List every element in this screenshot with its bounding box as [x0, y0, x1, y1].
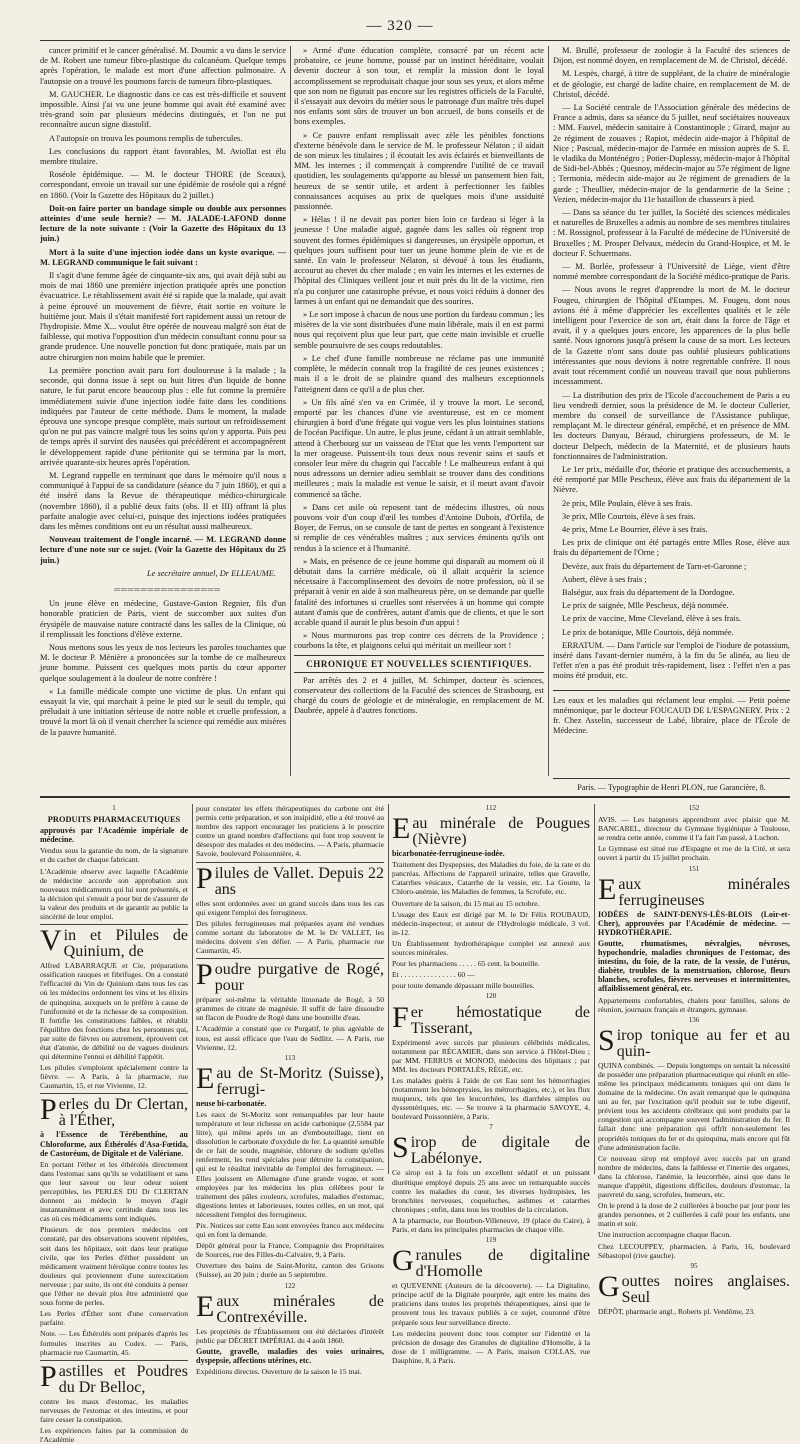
ad-subtitle: neuse bi-carbonatée. [196, 1098, 267, 1108]
paragraph: QUINA combinés. — Depuis longtemps on sentait la nécessité de posséder une préparation pharmaceutique qui réunît en elle-même les principaux médicaments toniques qui ont dans le domaine de la médecine. On avait remarqué que le quinquina uni au fer, par l'excitation qu'il produit sur le tube digestif, prévient tous les accidents cérébraux qui sont produits par la congestion qui accompagne souvent l'administration du fer. Il fallait donc une préparation qui offrît non-seulement les propriétés toniques du fer et du quinquina, mais encore qui fût d'une administration facile. [598, 1060, 790, 1152]
paragraph: L'Académie a constaté que ce Purgatif, le plus agréable de tous, est aussi efficace que l'eau de Sedlitz. — A Paris, rue Vivienne, 12. [196, 1024, 384, 1052]
paragraph: Les pilules s'emploient spécialement contre la fièvre. — A Paris, à la pharmacie, rue Caumartin, 15, et rue Vivienne, 12. [40, 1063, 188, 1091]
ad-subtitle: bicarbonatée-ferrugineuse-iodée. [392, 849, 505, 859]
drop-cap: P [196, 958, 213, 992]
ad-title-text: irop tonique au fer et au quin- [616, 1026, 790, 1060]
paragraph: » Le chef d'une famille nombreuse ne réclame pas une immunité complète, le médecin connaît trop la fragilité de ces jeunes existences ; mais il a le droit de se plaindre quand des malheurs exceptionnels l'atteignent dans ce qu'il a de plus cher. [294, 353, 544, 394]
ad-title-text: au minérale de Pougues (Nièvre) [412, 815, 590, 849]
paragraph: » Ce pauvre enfant remplissait avec zèle les pénibles fonctions d'externe bénévole dans le service de M. le professeur Nélaton ; il aidait de son mieux les titulaires ; il écoutait les avis éclairés et bienveillants de MM. les internes ; il commençait à comprendre l'utilité de ce travail quotidien, les soulagements qu'apporte au blessé un pansement bien fait, heureux de se sentir utile, et ardent à perfectionner les faibles connaissances acquises au prix de quelques mois d'une assiduité passionnée. [294, 130, 544, 212]
paragraph: cancer primitif et le cancer généralisé. M. Doumic a vu dans le service de M. Robert une tumeur fibro-plastique du calcanéum. Quelque temps après l'opération, le malade est mort d'une affection pulmonaire. A l'autopsie on a trouvé les poumons farcis de tumeurs fibro-plastiques. [40, 46, 286, 86]
ad-separator [196, 862, 384, 863]
ad-title-text: ranules de digitaline d'Homolle [415, 1247, 590, 1281]
drop-cap: V [40, 924, 62, 958]
paragraph: Roséole épidémique. — M. le docteur THORE (de Sceaux), correspondant, envoie un travail sur une épidémie de roséole qui a régné en 1860. (Voir la Gazette des Hôpitaux du 2 juillet.) [40, 170, 286, 200]
paragraph: Dépôt général pour la France, Compagnie des Propriétaires de Sources, rue des Filles-du-Calvaire, 9, à Paris. [196, 1241, 384, 1260]
ad-title-text: aux minérales ferrugineuses [618, 875, 790, 909]
paragraph: L'Académie observe avec laquelle l'Académie de médecine accorde son approbation aux nouveaux médicaments qui lui sont présentés, et la décision qui s'ensuit a pour but de s'assurer de la valeur des produits et de garantir au public la sincérité de leur emploi. [40, 866, 188, 922]
ad-title [598, 872, 790, 909]
ad-title [598, 1269, 790, 1306]
ad-column-1 [40, 804, 188, 1444]
paragraph: » Hélas ! il ne devait pas porter bien loin ce fardeau si léger à la jeunesse ! Une maladie aiguë, gagnée dans les salles où règnent trop souvent des formes épidémiques si dangereuses, un érysipèle opportun, et quelques jours suffisent pour tuer un jeune homme plein de vie et de santé. En vain le professeur Nélaton, si dévoué à tous les étudiants, accourut au chevet du cher malade ; en vain les internes et les externes de l'hôpital des Cliniques veillent jour et nuit près du lit de la victime, rien n'a pu conjurer une catastrophe prévue, et nous voici réduits à donner des larmes à un enfant qui ne demandait que des sourires. [294, 215, 544, 306]
paragraph: Pix. Notices sur cette Eau sont envoyées franco aux médecins qui en font la demande. [196, 1221, 384, 1240]
paragraph: Les eaux de St-Moritz sont remarquables par leur haute température et leur richesse en acide carbonique (2,5584 par litre), qui même après un an d'embouteillage, tient en dissolution le carbonate d'oxydule de fer. La quantité sensible de ce fait de soude, magnésie, chlorure de sodium qu'elles renferment, les rend spéciales pour détruire la constipation, qui est le résultat inévitable de l'emploi des ferrugineux. — Elles jouissent en Allemagne d'une grande vogue, et sont employées par les médecins les plus célèbres pour le traitement des pâles couleurs, scrofules, maladies d'estomac, digestions lentes et laborieuses, toutes celles, en un mot, qui nécessitent l'emploi des ferrugineux. [196, 1109, 384, 1219]
ad-separator [40, 924, 188, 925]
paragraph: A la pharmacie, rue Bourbon-Villeneuve, 19 (place du Caire), à Paris, et dans les principales pharmacies de chaque ville. [392, 1215, 590, 1234]
ad-column-4 [598, 804, 790, 1316]
ad-title [196, 861, 384, 898]
advertisement-rule [40, 796, 790, 798]
ad-divider [388, 804, 389, 1174]
paragraph: Il s'agit d'une femme âgée de cinquante-six ans, qui avait déjà subi au mois de mai 1860 une première injection pratiquée après une ponction évacuatrice. Le rétablissement avait été si rapide que la malade, qui avait à peine éprouvé un mouvement de fièvre, était sortie en voiture le huitième jour. Mais il s'était manifesté fort rapidement aussi un retour de l'hydropisie. Mme X... voulut être opérée de nouveau malgré son état de faiblesse, qui motiva l'opposition d'un médecin consultant connu pour sa grande prudence. Une nouvelle ponction fut donc pratiquée, mais par un autre chirurgien non moins habile que le premier. [40, 271, 286, 362]
section-heading: Nouveau traitement de l'ongle incarné. — M. LEGRAND donne lecture d'une note sur ce sujet. (Voir la Gazette des Hôpitaux du 25 juin.) [40, 535, 286, 565]
paragraph: 3e prix, Mlle Courtois, élève à ses frais. [562, 511, 696, 521]
paragraph: — M. Borlée, professeur à l'Université de Liège, vient d'être nommé membre correspondant de la Société médico-pratique de Paris. [553, 262, 790, 282]
paragraph: Les Perles d'Éther sont d'une conservation parfaite. [40, 1309, 188, 1328]
column-2 [294, 46, 544, 746]
paragraph: pour constater les effets thérapeutiques du carbone ont été permis cette préparation, et son insipidité, elle a été trouvé au nombre des rapport encourager les praticiens à le prescrire contre un grand nombre d'affections qui font trop souvent le désespoir des malades et des médecins. — A Paris, pharmacie Savoie, boulevard Poissonnière, 4. [196, 804, 384, 859]
paragraph: » Armé d'une éducation complète, consacré par un récent acte probatoire, ce jeune homme, poussé par un instinct héréditaire, voulait devenir docteur à son tour, et remplir la mission dont le loyal accomplissement se reproduisait chaque jour sous ses yeux, et alors même que son nom ne figurait pas encore sur les registres officiels de la Faculté, il s'essayait aux devoirs du métier sous le patronage d'un maître très dupel nos enfants sont sûrs de trouver un bon accueil, de bons conseils et de bons exemples. [294, 46, 544, 127]
paragraph: » Un fils aîné s'en va en Crimée, il y trouve la mort. Le second, emporté par les chances d'une vie aventureuse, est en ce moment chirurgien à bord d'une frégate qui vogue vers les plus lointaines stations de l'océan Pacifique. Un autre, le plus jeune, cédant à un attrait semblable, attend à Cherbourg sur un vaisseau de l'Etat que les vents l'emportent sur la mer orageuse. Puissent-ils tous deux nous revenir sains et saufs et consoler leur mère du chagrin qui l'accable ! Le malheureux enfant à qui nous adressons un dernier adieu semblait se trouver dans des conditions meilleures ; mais la maladie est venue le saisir, et il meurt avant d'avoir commencé sa tâche. [294, 397, 544, 499]
paragraph: Chez LECOUPPEY, pharmacien, à Paris, 16, boulevard Sébastopol (rive gauche). [598, 1241, 790, 1260]
ad-number: 112 [485, 804, 497, 812]
section-heading: Doit-on faire porter un bandage simple ou double aux personnes atteintes d'une seule hernie? — M. JALADE-LAFOND donne lecture de la note suivante : (Voir la Gazette des Hôpitaux du 13 juin.) [40, 203, 286, 244]
ad-number: 122 [284, 1281, 296, 1290]
paragraph: On le prend à la dose de 2 cuillerées à bouche par jour pour les grandes personnes, et 2 cuillerées à café pour les enfants, une matin et soir. [598, 1201, 790, 1229]
notice-box: Les eaux et les maladies qui réclament leur emploi. — Petit poème mnémonique, par le docteur FOUCAUD DE L'ESPAGNERY. Prix : 2 fr. Chez Asselin, successeur de Labé, libraire, place de l'École de Médecine. [553, 690, 790, 737]
ad-number: 151 [688, 864, 700, 873]
drop-cap: E [196, 1289, 215, 1323]
paragraph: Ce nouveau sirop est employé avec succès par un grand nombre de médecins, dans la faiblesse et l'inertie des organes, dans la chlorose, l'anémie, la leucorrhée, ainsi que dans le manque d'appétit, digestions difficiles, douleurs d'estomac, la pauvreté du sang, scrofules, humeurs, etc. [598, 1153, 790, 1200]
paragraph: Appartements confortables, chalets pour familles, salons de réunion, journaux français et étrangers, gymnase. [598, 995, 790, 1014]
ad-divider [594, 804, 595, 1174]
ad-number: 7 [489, 1123, 493, 1132]
paragraph: Ce sirop est à la fois un excellent sédatif et un puissant diurétique employé depuis 25 ans avec un remarquable succès contre les maladies du cœur, les diverses hydropisies, les bronchites nerveuses, coqueluches, asthmes et catarrhes chroniques ; enfin, dans tous les troubles de la circulation. [392, 1168, 590, 1214]
ad-title-text: in et Pilules de Quinium, de [63, 927, 188, 961]
drop-cap: E [392, 812, 411, 846]
ad-title [196, 1061, 384, 1098]
paragraph: et QUEVENNE (Auteurs de la découverte). — La Digitaline, principe actif de la Digitale pourprée, agit entre les mains des praticiens dans toutes les proprités thérapeutiques, ainsi que le prouvent tous les travaux publiés à ce sujet, couronné d'être préparée sous leur surveillance directe. [392, 1281, 590, 1327]
paragraph: Balségur, aux frais du département de la Dordogne. [562, 587, 735, 597]
paragraph: A l'autopsie on trouva les poumons remplis de tubercules. [49, 133, 243, 143]
column-divider [290, 46, 291, 776]
paragraph: Vendus sous la garantie du nom, de la signature et du cachet de chaque fabricant. [40, 846, 188, 865]
paragraph: Le Gymnase est situé rue d'Espagne et rue de la Cité, et sera ouvert à partir du 15 juillet prochain. [598, 844, 790, 863]
paragraph: préparer soi-même la véritable limonade de Rogé, à 50 grammes de citrate de magnésie. Il suffit de faire dissoudre un flacon de Poudre de Rogé dans une bouteille d'eau. [196, 995, 384, 1023]
ad-separator [40, 1093, 188, 1094]
paragraph: 2e prix, Mlle Poulain, élève à ses frais. [562, 498, 693, 508]
paragraph: Un jeune élève en médecine, Gustave-Gaston Regnier, fils d'un honorable praticien de Paris, vient de succomber aux suites d'un érysipèle de mauvaise nature contracté dans les salles de la Clinique, où il remplissait les fonctions d'élève externe. [40, 599, 286, 639]
paragraph: Ouverture des bains de Saint-Moritz, canton des Grisons (Suisse), au 20 juin ; durée au 5 septembre. [196, 1261, 384, 1280]
paragraph: M. GAUCHER. Le diagnostic dans ce cas est très-difficile et souvent impossible. Ainsi j'ai vu une jeune homme qui avait été examiné avec très-grand soin par plusieurs médecins distingués, et l'on ne put reconnaître aucun signe diastolif. [40, 89, 286, 130]
paragraph: » Mais, en présence de ce jeune homme qui disparaît au moment où il débutait dans la carrière médicale, où il allait acquérir la science nécessaire à l'accomplissement des devoirs de notre profession, où il se préparait à venir en aide à son malheureux père, on se demande par quelle fatalité des infortunes si cruelles sont réservées à un homme qui compte autant d'amis que de confrères, autant d'amis que de clients, et que le sort accable quand il aurait le plus besoin d'un appui ! [294, 556, 544, 627]
paragraph: Aubert, élève à ses frais ; [562, 574, 647, 584]
ad-title-text: astilles et Poudres du Dr Belloc, [58, 1362, 188, 1396]
paragraph: La première ponction avait paru fort douloureuse à la malade ; la seconde, qui donna issue à sept ou huit litres d'un liquide de bonne nature, le fut parut encore beaucoup plus : elle fut comme la première immédiatement suivie d'une injection iodée faite dans les conditions indiquées par l'auteur de cette méthode. Dans le moment, la malade éprouva une syncope presque complète, mais surtout un refroidissement qu'on ne put pas vaincre malgré tous les soins qu'on y apporta. Puis peu de temps après il survint des nausées qui précédèrent et accompagnèrent le développement rapide d'une péritonite qui se termina par la mort, arrivée quarante-six heures après l'opération. [40, 365, 286, 467]
paragraph: Devèze, aux frais du département de Tarn-et-Garonne ; [562, 561, 747, 571]
ad-title-text: erles du Dr Clertan, à l'Éther, [58, 1096, 188, 1130]
paragraph: L'usage des Eaux est dirigé par M. le Dr Félix ROUBAUD, médecin-inspecteur, et auteur de l'Hydrologie médicale, 3 vol. in-12. [392, 909, 590, 937]
page-number: — 320 — [366, 18, 434, 34]
drop-cap: F [392, 1000, 409, 1034]
paragraph: « La famille médicale compte une victime de plus. Un enfant qui essayait la vie, qui marchait à peine le pied sur le seuil du temple, qui préludait à une initiation sérieuse de notre noble et cruelle profession, a trouvé la mort là où il venait chercher la science qui remédie aux misères de la pauvre humanité. [40, 686, 286, 737]
paragraph: Expérimenté avec succès par plusieurs célébrités médicales, notamment par RÉCAMIER, dans son service à l'Hôtel-Dieu ; par MM. FERRUS et MONOD, médecins des hôpitaux ; par MM. les docteurs PORTALÈS, RÈGE, etc. [392, 1037, 590, 1074]
paragraph: Les prix de clinique ont été partagés entre Mlles Rose, élève aux frais du département de l'Orne ; [553, 538, 790, 558]
paragraph: — La distribution des prix de l'Ecole d'accouchement de Paris a eu lieu vendredi dernier, sous la présidence de M. le docteur Cullerier, membre du conseil de surveillance de l'Assistance publique, remplaçant M. le directeur général, empêché, et en présence de MM. les docteurs Danyau, Béraud, chirurgiens professeurs, de M. le docteur Delpech, médecin de la Maternité, et de plusieurs hauts fonctionnaires de l'administration. [553, 390, 790, 461]
ad-title [40, 1359, 188, 1396]
ad-title-text: irop de digitale de Labélonye. [410, 1134, 590, 1168]
drop-cap: E [598, 872, 617, 906]
paragraph: Par arrêtés des 2 et 4 juillet, M. Schimper, docteur ès sciences, conservateur des collections de la Faculté des sciences de Strasbourg, est chargé du cours de géologie et de minéralogie, en remplacement de M. Daubrée, appelé à d'autres fonctions. [294, 675, 544, 716]
ad-title [392, 1131, 590, 1168]
paragraph: Plusieurs de nos premiers médecins ont constaté, par des observations souvent répétées, soit dans les hôpitaux, soit dans leur pratique civile, que les Perles d'éther possèdent un médicament vraiment héroïque contre toutes les douleurs qui proviennent d'une surexcitation nerveuse ; par suite, ils ont été conduits à penser que l'éther ne devait plus être administré que sous forme de perles. [40, 1225, 188, 1308]
paragraph: Nous mettons sous les yeux de nos lecteurs les paroles touchantes que M. le docteur P. Ménière a prononcées sur la tombe de ce malheureux jeune homme. Puissent ces quelques mots partis du cœur apporter quelque soulagement à la douleur de notre confrère ! [40, 642, 286, 683]
ad-number: 119 [485, 1236, 497, 1245]
drop-cap: P [40, 1359, 57, 1393]
drop-cap: S [598, 1023, 615, 1057]
paragraph: — Dans sa séance du 1er juillet, la Société des sciences médicales et naturelles de Bruxelles a admis au nombre de ses membres titulaires : M. Rossignol, professeur à la Faculté de médecine de l'Université de Bruxelles ; M. Prosper Delvaux, médecin du Grand-Hospice, et M. le docteur F. Schuermans. [553, 208, 790, 258]
ad-title [40, 1093, 188, 1130]
ad-number: 95 [690, 1261, 698, 1270]
ad-title [392, 1244, 590, 1281]
ad-number: 152 [688, 804, 700, 812]
paragraph: Expéditions directes. Ouverture de la saison le 15 mai. [196, 1367, 362, 1377]
ad-separator [40, 1360, 188, 1361]
paragraph: Alfred LABARRAQUE et Cie, préparations ossification rauques et fibrifuges. On a constaté l'efficacité du Vin de Quinium dans tous les cas où les médecins ordonnent les vins et les élixirs de quinquina, auxquels on le préfère à cause de l'uniformité et de la richesse de sa composition. Il fortifie les constitutions faibles, et rétablit l'équilibre des fonctions chez les personnes qui, par suite de fièvres ou autrement, éprouvent cet état d'atonie, de débilité ou de vagues douleurs qui détermine l'ennui et débilité l'appétit. [40, 961, 188, 1062]
paragraph: Le prix de saignée, Mlle Pescheux, déjà nommée. [562, 601, 729, 611]
ad-subtitle: approuvés par l'Académie impériale de médecine. [40, 826, 188, 845]
ornament-rule: ════════════════ [114, 584, 221, 594]
paragraph: Les conclusions du rapport étant favorables, M. Aviollat est élu membre titulaire. [40, 146, 286, 167]
paragraph: » Nous murmurons pas trop contre ces décrets de la Providence ; courbons la tête, et plaignons celui qui méritait un meilleur sort ! [294, 631, 544, 651]
ad-number: 136 [688, 1015, 700, 1024]
paragraph: Pour les pharmaciens . . . . . 65 cent. la bouteille. [392, 959, 540, 969]
ad-title [196, 1289, 384, 1326]
paragraph: Traitement des Dyspepsies, des Maladies du foie, de la rate et du pancréas. Affections de l'appareil urinaire, telles que Gravelle, Catarrhes vésicaux, Catarrhe de la vessie, etc. La Goutte, la Chloro-anémie, les Maladies de femmes, la Scrofule, etc. [392, 860, 590, 897]
paragraph: Ouverture de la saison, du 15 mai au 15 octobre. [392, 898, 540, 908]
ad-number: 120 [485, 992, 497, 1001]
ad-separator [196, 958, 384, 959]
paragraph: 4e prix, Mme Le Bourrier, élève à ses frais. [562, 524, 708, 534]
paragraph: En portant l'éther et les éthérolés directement dans l'estomac sans qu'ils se volatilisent et sans que leur saveur ou leur odeur soient perceptibles, les PERLES DU Dr CLERTAN donnent au médecin le moyen d'agir instantanément et avec certitude dans tous les cas où ces médicaments sont indiqués. [40, 1159, 188, 1224]
paragraph: DÉPÔT, pharmacie angl., Roberts pl. Vendôme, 23. [598, 1306, 756, 1316]
paragraph: Des pilules ferrugineuses mal préparées ayant été vendues comme sortant du laboratoire de M. le Dr VALLET, les médecins doivent s'en défier. — A Paris, pharmacie rue Caumartin, 45. [196, 918, 384, 956]
ad-subtitle: à l'Essence de Térébenthine, au Chloroforme, aux Éthérolés d'Asa-Fœtida, de Castoréum, de Digitale et de Valériane. [40, 1130, 188, 1158]
ad-title [392, 1000, 590, 1037]
ad-title [40, 924, 188, 961]
header-rule [40, 40, 790, 41]
paragraph: » Le sort impose à chacun de nous une portion du fardeau commun ; les misères de la vie sont distribuées d'une main libérale, mais il en est parmi nous qui reçoivent plus que leur part, que cette main invisible et cruelle semble poursuivre de ses coups redoutables. [294, 310, 544, 350]
paragraph: — Nous avons le regret d'apprendre la mort de M. le docteur Fougeu, chirurgien de l'hôpital d'Etampes. M. Fougeu, dont nous avions été à même d'apprécier les excellentes qualités et le zèle intelligent pour l'exercice de son art, était dans la force de l'âge et avait, il y a quelques jours encore, les apparences de la plus belle santé. Nous ignorons jusqu'à présent la cause de sa mort. Les lecteurs de la Gazette n'ont sans doute pas oublié plusieurs publications intéressantes que nous devions à notre regrettable confrère. Il nous avait tout récemment confié un nouveau travail que nous publierons incessamment. [553, 285, 790, 387]
ad-title [598, 1023, 790, 1060]
ad-subtitle: Goutte, gravelle, maladies des voies urinaires, dyspepsie, affections utérines, etc. [196, 1346, 384, 1365]
ad-divider [192, 804, 193, 1174]
column-divider [548, 46, 549, 776]
paragraph: Les expériences faites par la commission de l'Académie [40, 1425, 188, 1444]
paragraph: Les propriétés de l'Établissement ont été déclarées d'intérêt public par DÉCRET IMPÉRIAL du 4 août 1860. [196, 1326, 384, 1345]
drop-cap: G [598, 1269, 620, 1303]
ad-title-text: oudre purgative de Rogé, pour [214, 961, 384, 995]
paragraph: Le prix de vaccine, Mme Cleveland, élève à ses frais. [562, 614, 742, 624]
signature: Le secrétaire annuel, Dr ELLEAUME. [146, 568, 276, 578]
paragraph: ERRATUM. — Dans l'article sur l'emploi de l'iodure de potassium, inséré dans l'avant-dernier numéro, à la fin du 5e alinéa, au lieu de l'effet n'en a pas été produit très-rapidement, lisez : l'effet n'en a pas moins été produit, etc. [553, 640, 790, 681]
paragraph: Les médecins peuvent donc tous compter sur l'identité et la précision de dosage des Granules de digitaline d'Homolle, à la dose de 1 milligramme. — A Paris, maison COLLAS, rue Dauphine, 8, à Paris. [392, 1328, 590, 1365]
ad-subtitle: IODÉES de SAINT-DENYS-LÈS-BLOIS (Loir-et-Cher), approuvées par l'Académie de médecine. — HYDROTHÉRAPIE. [598, 909, 790, 937]
paragraph: Le prix de botanique, Mlle Courtois, déjà nommée. [562, 627, 734, 637]
ad-title-text: aux minérales de Contrexéville. [216, 1292, 384, 1326]
paragraph: Une instruction accompagne chaque flacon. [598, 1230, 732, 1240]
paragraph: Les malades guéris à l'aide de cet Eau sont les hémorrhagies (notamment les hémoptysies, les métrorrhagies, etc.), et les flux muqueux, tels que les leucorrhées, les diarrhées simples ou dyssentériques, etc. — Se trouve à la pharmacie SAVOYE, 4, boulevard Poissonnière, à Paris. [392, 1075, 590, 1122]
paragraph: Et . . . . . . . . . . . . . . . 60 — [392, 970, 475, 980]
paragraph: M. Lespès, chargé, à titre de suppléant, de la chaire de minéralogie et de géologie, est chargé de ladite chaire, en remplacement de M. de Christol, décédé. [553, 69, 790, 99]
drop-cap: E [196, 1061, 215, 1095]
paragraph: contre les maux d'estomac, les maladies nerveuses de l'estomac et des intestins, et pour faire cesser la constipation. [40, 1396, 188, 1424]
ad-number: 1 [112, 804, 116, 812]
imprint-line: Paris. — Typographie de Henri PLON, rue Garancière, 8. [553, 778, 790, 792]
column-3 [553, 46, 790, 766]
drop-cap: P [40, 1093, 57, 1127]
drop-cap: P [196, 861, 213, 895]
paragraph: AVIS. — Les baigneurs apprendront avec plaisir que M. BANCAREL, directeur du Gymnase hygiénique à Toulouse, se rendra cette année, comme il l'a fait l'an passé, à Luchon. [598, 815, 790, 843]
paragraph: Un Établissement hydrothérapique complet est annexé aux sources minérales. [392, 938, 590, 958]
section-heading: Mort à la suite d'une injection iodée dans un kyste ovarique. — M. LEGRAND communique le fait suivant : [40, 247, 286, 267]
drop-cap: G [392, 1244, 414, 1278]
paragraph: M. Legrand rappelle en terminant que dans le mémoire qu'il nous a communiqué à l'appui de sa candidature (séance du 7 juin 1860), et qui a été inséré dans la Revue de thérapeutique médico-chirurgicale (novembre 1860), il a publié deux faits (obs. II et III) offrant là plus parfaite analogie avec celui-ci, puisque des injections iodées pratiquées dans les mêmes conditions ont eu un résultat aussi malheureux. [40, 470, 286, 531]
paragraph: elles sont ordonnées avec un grand succès dans tous les cas qui exigent l'emploi des ferrugineux. [196, 898, 384, 917]
ad-title [392, 812, 590, 849]
ad-title-text: au de St-Moritz (Suisse), ferrugi- [216, 1064, 384, 1098]
paragraph: » Dans cet asile où reposent tant de médecins illustres, où nous pouvons voir d'un coup d'œil les tombes d'Antoine Dubois, d'Orfila, de Boyer, de Ferrus, on se console de tant de pertes en songeant à l'existence si remplie de ces vénérables maîtres ; aux services éminents qu'ils ont rendus à la science et à l'humanité. [294, 502, 544, 553]
paragraph: pour toute demande dépassant mille bouteilles. [392, 981, 535, 991]
ad-title-text: ilules de Vallet. Depuis 22 ans [214, 864, 384, 898]
ad-heading: PRODUITS PHARMACEUTIQUES [47, 815, 181, 825]
drop-cap: S [392, 1131, 409, 1165]
ad-title-text: outtes noires anglaises. Seul [621, 1272, 790, 1306]
paragraph: M. Brullé, professeur de zoologie à la Faculté des sciences de Dijon, est nommé doyen, en remplacement de M. de Christol, décédé. [553, 46, 790, 66]
chronicle-section-title: CHRONIQUE ET NOUVELLES SCIENTIFIQUES. [294, 655, 544, 673]
paragraph: — La Société centrale de l'Association générale des médecins de France a admis, dans sa séance du 5 juillet, neuf sociétaires nouveaux : MM. Fauvel, médecin sanitaire à Constantinople ; Girard, major au 2e régiment de zouaves ; Rapiot, médecin aide-major à l'hôpital de Nice ; Pascual, médecin-major de l'armée en mission auprès de S. E. le vladika du Monténégro ; Potier-Duplessy, médecin-major à l'hôpital de Sidi-bel-Abbès ; Quesnoy, médecin-major au 57e régiment de ligne ; Termonia, médecin aide-major au 2e régiment de grenadiers de la garde ; Theullier, médecin-major de la gendarmerie de la Seine ; Vezien, médecin-major du 11e bataillon de chasseurs à pied. [553, 103, 790, 204]
ad-column-3 [392, 804, 590, 1365]
ad-number: 113 [284, 1053, 296, 1062]
ad-title-text: er hémostatique de Tisserant, [410, 1003, 590, 1037]
ad-subtitle: Goutte, rhumatismes, névralgies, névroses, hypochondrie, maladies chroniques de l'estomac, des intestins, du foie, de la rate, de la vessie, de l'utérus, diabète, troubles de la menstruation, chlorose, fleurs blanches, scrofules, fièvres nerveuses et intermittentes, affaiblissement général, etc. [598, 938, 790, 994]
column-1 [40, 46, 286, 776]
paragraph: Le 1er prix, médaille d'or, théorie et pratique des accouchements, a été remporté par Mlle Pescheux, élève aux frais du département de la Nièvre. [553, 464, 790, 495]
paragraph: Note. — Les Éthérolés sont préparés d'après les formules inscrites au Codex. — Paris, pharmacie rue Caumartin, 45. [40, 1329, 188, 1357]
ad-column-2 [196, 804, 384, 1377]
ad-title [196, 958, 384, 995]
